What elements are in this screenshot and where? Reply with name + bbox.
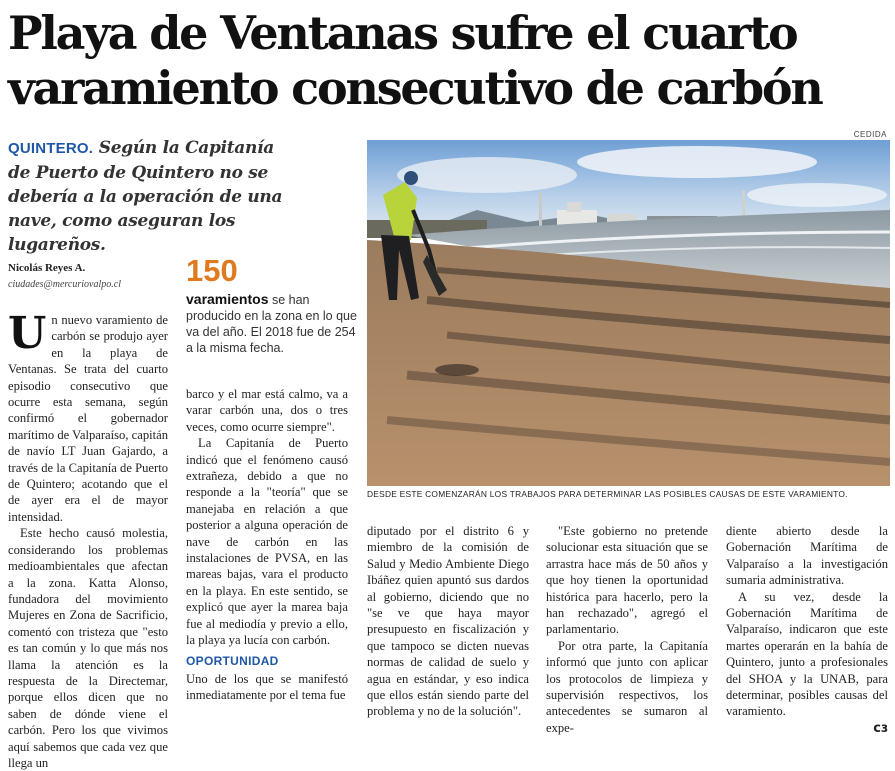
lede-kicker: QUINTERO. bbox=[8, 140, 94, 157]
col1-paragraph-1: n nuevo varamiento de carbón se produjo ayer en la playa de Ventanas. Se trata del cuarto episodio consecutivo que ocurre esta semana, según confirmó el gobernador marítimo de Valparaíso, capitán de navío LT Juan Gajardo, a través de la Capitanía de Puerto de Quintero; acotando que el de ayer era el de mayor intensidad. bbox=[8, 313, 168, 524]
stat-text: se han producido en la zona en lo que va del año. El 2018 fue de 254 a la misma fecha. bbox=[186, 293, 357, 355]
headline: Playa de Ventanas sufre el cuarto varamiento consecutivo de carbón bbox=[8, 6, 822, 115]
stat-box bbox=[186, 255, 358, 356]
col5-paragraph-2: A su vez, desde la Gobernación Marítima de Valparaíso, indicaron que este martes operarán en la bahía de Quintero, junto a profesionales del SHOA y la UNAB, para determinar, posibles causas del varamiento. bbox=[726, 589, 888, 719]
column-5 bbox=[726, 523, 888, 737]
col1-paragraph-2: Este hecho causó molestia, considerando los problemas medioambientales que afectan a la zona. Katta Alonso, fundadora del movimiento Mujeres en Zona de Sacrificio, comentó con tristeza que "esto es tan común y lo que más nos llama la atención es la respuesta de la Directemar, porque ellos dicen que no saben de dónde viene el carbón. Pero los que vivimos aquí sabemos que cada vez que llega un bbox=[8, 526, 168, 770]
column-2 bbox=[186, 386, 348, 704]
lede bbox=[8, 136, 292, 257]
beach-photo-illustration bbox=[367, 140, 890, 486]
beach-photo bbox=[367, 140, 890, 486]
lede-text: Según la Capitanía de Puerto de Quintero no se debería a la operación de una nave, como aseguran los lugareños. bbox=[8, 138, 283, 255]
dropcap: U bbox=[8, 308, 47, 359]
column-3 bbox=[367, 523, 529, 720]
stat-strong: varamientos bbox=[186, 291, 269, 307]
col4-paragraph-1: "Este gobierno no pretende solucionar esta situación que se arrastra hace más de 50 años y que hoy tienen la oportunidad histórica para hacerlo, pero la han rechazado", agregó el parlamentario. bbox=[546, 524, 708, 637]
col4-paragraph-2: Por otra parte, la Capitanía informó que junto con aplicar los protocolos de limpieza y supervisión respectivos, los antecedentes se sumaron al expe- bbox=[546, 638, 708, 735]
byline-email[interactable]: ciudades@mercuriovalpo.cl bbox=[8, 279, 121, 290]
byline-author: Nicolás Reyes A. bbox=[8, 262, 86, 274]
photo-caption: DESDE ESTE COMENZARÁN LOS TRABAJOS PARA DETERMINAR LAS POSIBLES CAUSAS DE ESTE VARAMIENTO. bbox=[367, 489, 848, 499]
column-4 bbox=[546, 523, 708, 736]
column-1 bbox=[8, 308, 168, 771]
col2-paragraph-3: Uno de los que se manifestó inmediatamente por el tema fue bbox=[186, 671, 348, 703]
col5-paragraph-1: diente abierto desde la Gobernación Marítima de Valparaíso a la investigación sumaria administrativa. bbox=[726, 524, 888, 588]
col3-paragraph-1: diputado por el distrito 6 y miembro de la comisión de Salud y Medio Ambiente Diego Ibáñez quien apuntó sus dardos al gobierno, diciendo que no "se ve que haya mayor presupuesto en fiscalización y que tampoco se dicten nuevas normas de calidad de suelo y agua en estándar, y eso indica que ellos están siendo parte del problema y no de la solución". bbox=[367, 524, 529, 719]
end-mark-glyph: ᴄɜ bbox=[873, 720, 888, 736]
col2-paragraph-1: barco y el mar está calmo, va a varar carbón una, dos o tres veces, como ocurre siempre". bbox=[186, 387, 348, 434]
end-mark bbox=[726, 720, 888, 737]
stat-number: 150 bbox=[186, 253, 238, 288]
photo-credit: CEDIDA bbox=[853, 130, 887, 139]
subhead-oportunidad: OPORTUNIDAD bbox=[186, 653, 279, 668]
col2-paragraph-2: La Capitanía de Puerto indicó que el fenómeno causó extrañeza, debido a que no responde a la "teoría" que se manejaba en relación a que posterior a alguna operación de nave de carbón en las instalaciones de PVSA, en las mareas bajas, vara el producto en la playa. En este sentido, se explicó que ayer la marea baja fue al mediodía y previo a ello, la playa ya lucía con carbón. bbox=[186, 436, 348, 648]
